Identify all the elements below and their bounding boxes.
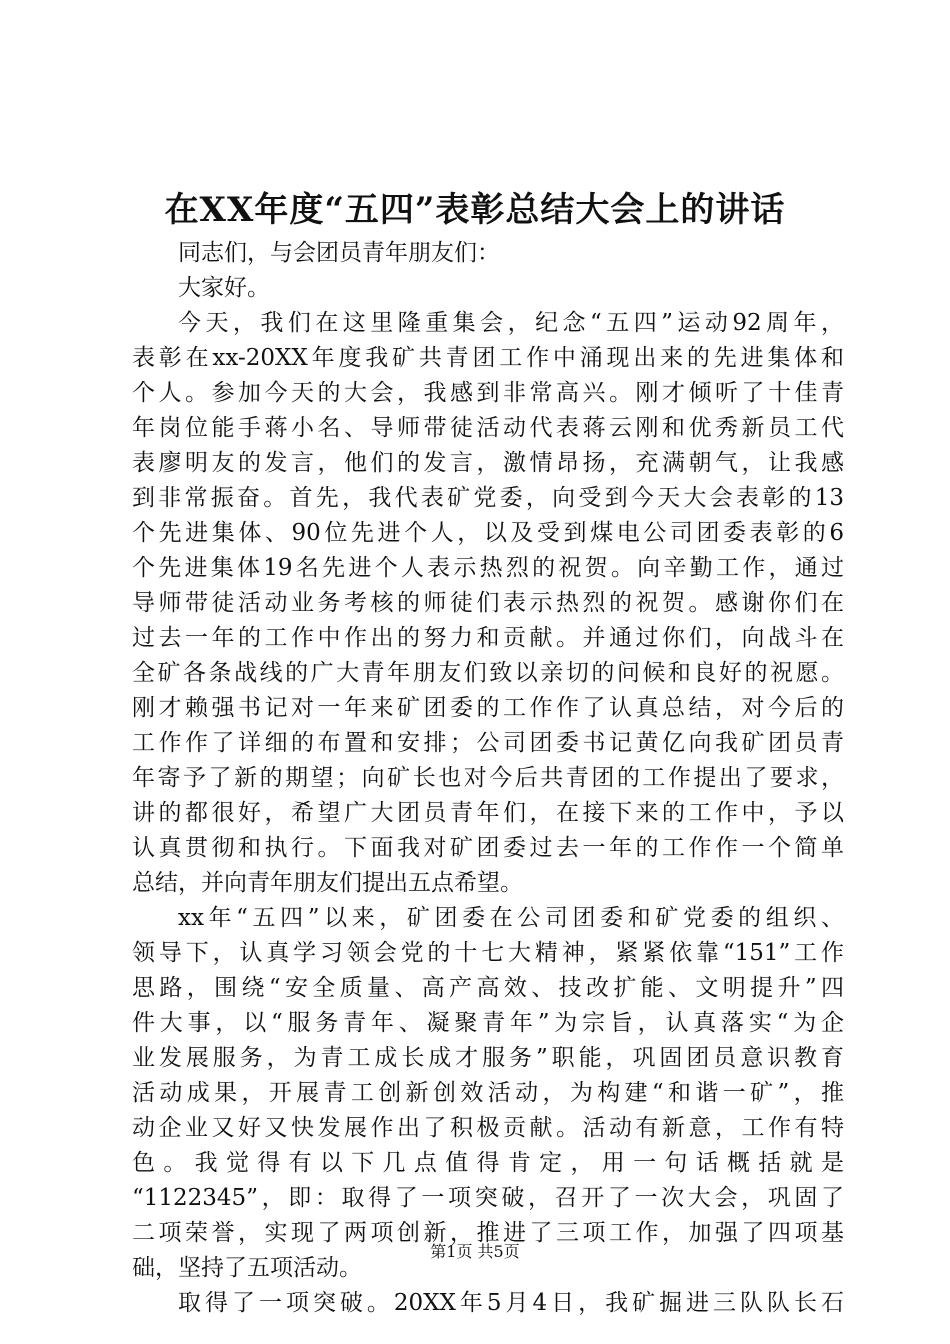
document-title: 在XX年度“五四”表彰总结大会上的讲话 <box>164 190 786 230</box>
text-line: 动企业又好又快发展作出了积极贡献。活动有新意，工作有特 <box>132 1115 844 1141</box>
text-line: 业发展服务，为青工成长成才服务”职能，巩固团员意识教育 <box>132 1045 844 1071</box>
text-line: 领导下，认真学习领会党的十七大精神，紧紧依靠“151”工作 <box>132 940 844 966</box>
text-line: 认真贯彻和执行。下面我对矿团委过去一年的工作作一个简单 <box>132 835 844 861</box>
text-line: 过去一年的工作中作出的努力和贡献。并通过你们，向战斗在 <box>132 625 844 651</box>
text-line: 讲的都很好，希望广大团员青年们，在接下来的工作中，予以 <box>132 800 844 826</box>
text-line: 础，坚持了五项活动。 <box>132 1255 362 1281</box>
text-line: 二项荣誉，实现了两项创新，推进了三项工作，加强了四项基 <box>132 1220 844 1246</box>
text-line: 取得了一项突破。20XX年5月4日，我矿掘进三队队长石 <box>178 1290 844 1316</box>
text-line: 总结，并向青年朋友们提出五点希望。 <box>132 870 523 896</box>
text-line: 表廖明友的发言，他们的发言，激情昂扬，充满朝气，让我感 <box>132 450 844 476</box>
text-line: xx年“五四”以来，矿团委在公司团委和矿党委的组织、 <box>178 905 844 931</box>
text-line: 色。我觉得有以下几点值得肯定，用一句话概括就是 <box>132 1150 844 1176</box>
page-footer: 第1页 共5页 <box>430 1242 520 1261</box>
document-body <box>132 236 844 1321</box>
text-line: 活动成果，开展青工创新创效活动，为构建“和谐一矿”，推 <box>132 1080 844 1106</box>
text-line: 个人。参加今天的大会，我感到非常高兴。刚才倾听了十佳青 <box>132 380 844 406</box>
text-line: 工作作了详细的布置和安排；公司团委书记黄亿向我矿团员青 <box>132 730 844 756</box>
text-line: 今天，我们在这里隆重集会，纪念“五四”运动92周年， <box>178 310 844 336</box>
text-line: 个先进集体19名先进个人表示热烈的祝贺。向辛勤工作，通过 <box>132 555 844 581</box>
text-line: 大家好。 <box>178 275 270 301</box>
text-line: 全矿各条战线的广大青年朋友们致以亲切的问候和良好的祝愿。 <box>132 660 844 686</box>
text-line: 同志们，与会团员青年朋友们： <box>178 240 500 266</box>
text-line: 年岗位能手蒋小名、导师带徒活动代表蒋云刚和优秀新员工代 <box>132 415 844 441</box>
text-line: 件大事，以“服务青年、凝聚青年”为宗旨，认真落实“为企 <box>132 1010 844 1036</box>
text-line: 导师带徒活动业务考核的师徒们表示热烈的祝贺。感谢你们在 <box>132 590 844 616</box>
text-line: 到非常振奋。首先，我代表矿党委，向受到今天大会表彰的13 <box>132 485 844 511</box>
text-line: 思路，围绕“安全质量、高产高效、技改扩能、文明提升”四 <box>132 975 844 1001</box>
text-line: 个先进集体、90位先进个人，以及受到煤电公司团委表彰的6 <box>132 520 844 546</box>
text-line: 年寄予了新的期望；向矿长也对今后共青团的工作提出了要求， <box>132 765 844 791</box>
text-line: “1122345”，即：取得了一项突破，召开了一次大会，巩固了 <box>132 1185 844 1211</box>
text-line: 表彰在xx-20XX年度我矿共青团工作中涌现出来的先进集体和 <box>132 345 844 371</box>
text-line: 刚才赖强书记对一年来矿团委的工作作了认真总结，对今后的 <box>132 695 844 721</box>
